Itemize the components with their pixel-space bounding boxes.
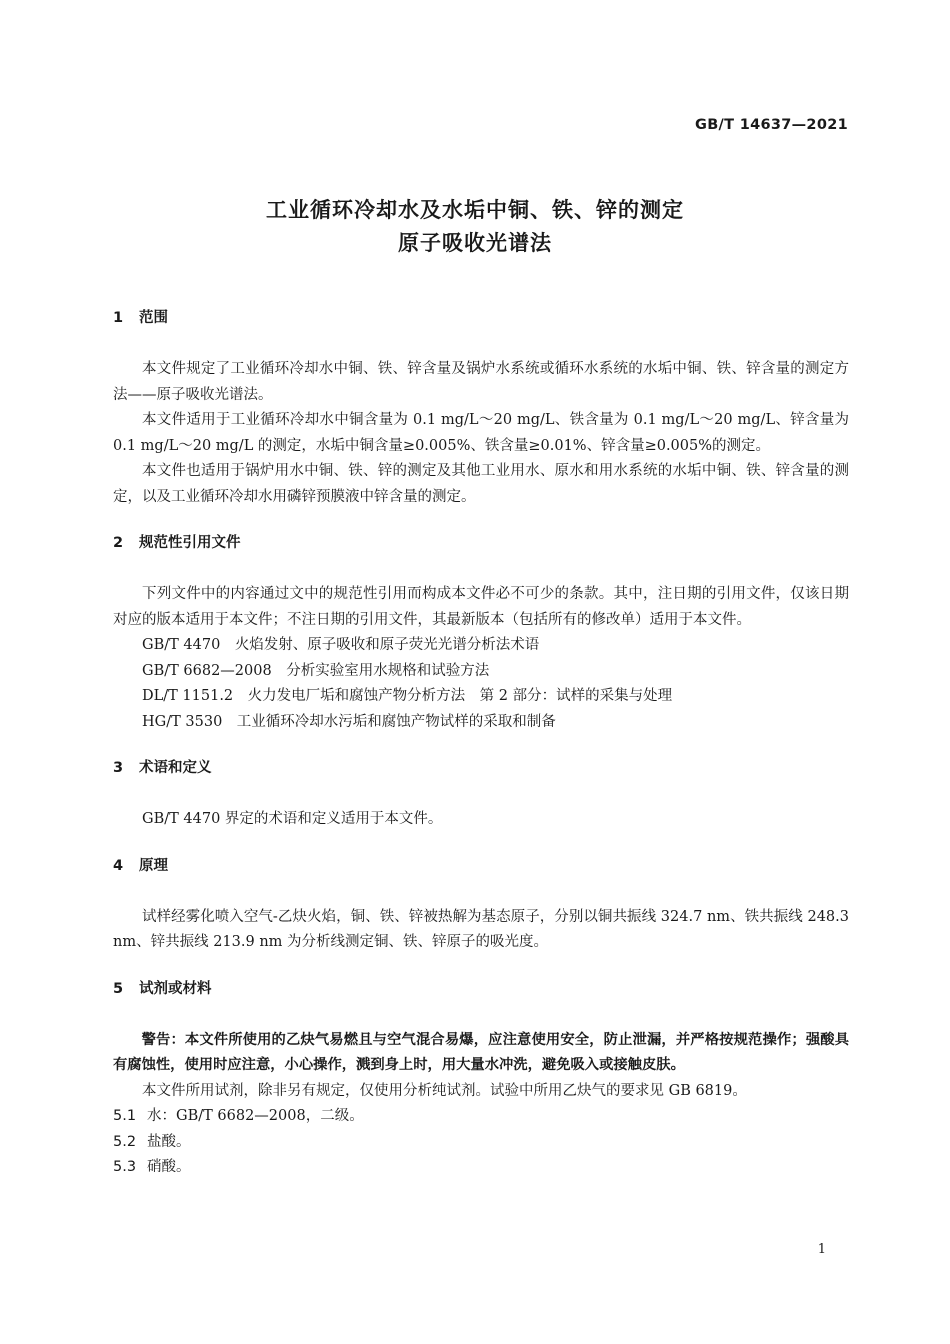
section-number: 2 bbox=[113, 535, 124, 551]
reagent-item bbox=[113, 1155, 849, 1181]
item-number: 5.1 bbox=[113, 1108, 137, 1124]
item-text: 硝酸。 bbox=[147, 1159, 191, 1175]
item-text: 盐酸。 bbox=[147, 1133, 191, 1150]
section-heading bbox=[113, 756, 849, 781]
paragraph: 本文件规定了工业循环冷却水中铜、铁、锌含量及锅炉水系统或循环水系统的水垢中铜、铁、锌含量的测定方法——原子吸收光谱法。 bbox=[113, 361, 849, 403]
section-reagents-materials bbox=[113, 977, 849, 1181]
reference-code: GB/T 6682—2008 bbox=[142, 662, 272, 679]
section-terms-definitions bbox=[113, 756, 849, 833]
reference-item bbox=[113, 684, 849, 710]
section-title: 试剂或材料 bbox=[139, 980, 212, 997]
section-number: 3 bbox=[113, 760, 124, 776]
section-title: 术语和定义 bbox=[139, 760, 212, 776]
section-heading bbox=[113, 977, 849, 1002]
reference-title: 火力发电厂垢和腐蚀产物分析方法 第 2 部分：试样的采集与处理 bbox=[247, 688, 673, 704]
item-text: 水：GB/T 6682—2008，二级。 bbox=[147, 1108, 364, 1124]
section-title: 原理 bbox=[139, 857, 168, 874]
reference-code: HG/T 3530 bbox=[142, 713, 223, 730]
item-number: 5.2 bbox=[113, 1133, 137, 1150]
section-title: 范围 bbox=[139, 310, 168, 326]
reagent-item bbox=[113, 1104, 849, 1130]
paragraph: GB/T 4470 界定的术语和定义适用于本文件。 bbox=[142, 811, 443, 827]
paragraph: 下列文件中的内容通过文中的规范性引用而构成本文件必不可少的条款。其中，注日期的引用文件，仅该日期对应的版本适用于本文件；不注日期的引用文件，其最新版本（包括所有的修改单）适用于本文件。 bbox=[113, 586, 849, 628]
section-number: 1 bbox=[113, 310, 124, 326]
paragraph: 本文件也适用于锅炉用水中铜、铁、锌的测定及其他工业用水、原水和用水系统的水垢中铜、铁、锌含量的测定，以及工业循环冷却水用磷锌预膜液中锌含量的测定。 bbox=[113, 463, 849, 505]
paragraph: 试样经雾化喷入空气-乙炔火焰，铜、铁、锌被热解为基态原子，分别以铜共振线 324.7 nm、铁共振线 248.3 nm、锌共振线 213.9 nm 为分析线测定铜、铁、锌原子的吸光度。 bbox=[113, 908, 849, 950]
reference-title: 火焰发射、原子吸收和原子荧光光谱分析法术语 bbox=[234, 637, 540, 653]
reference-item bbox=[113, 633, 849, 659]
section-heading bbox=[113, 306, 849, 331]
reference-item bbox=[113, 659, 849, 685]
title-line-2: 原子吸收光谱法 bbox=[398, 231, 552, 255]
item-number: 5.3 bbox=[113, 1159, 137, 1175]
section-heading bbox=[113, 854, 849, 879]
section-title: 规范性引用文件 bbox=[139, 535, 241, 551]
reference-title: 工业循环冷却水污垢和腐蚀产物试样的采取和制备 bbox=[236, 713, 556, 730]
safety-warning: 警告：本文件所使用的乙炔气易燃且与空气混合易爆，应注意使用安全，防止泄漏，并严格按规范操作；强酸具有腐蚀性，使用时应注意，小心操作，溅到身上时，用大量水冲洗，避免吸入或接触皮肤。 bbox=[113, 1031, 849, 1073]
section-heading bbox=[113, 531, 849, 556]
paragraph: 本文件所用试剂，除非另有规定，仅使用分析纯试剂。试验中所用乙炔气的要求见 GB 6819。 bbox=[142, 1082, 747, 1099]
paragraph: 本文件适用于工业循环冷却水中铜含量为 0.1 mg/L～20 mg/L、铁含量为 0.1 mg/L～20 mg/L、锌含量为 0.1 mg/L～20 mg/L 的测定，水垢中铜含量≥0.005%、铁含量≥0.01%、锌含量≥0.005%的测定。 bbox=[113, 412, 849, 454]
standard-code: GB/T 14637—2021 bbox=[695, 117, 848, 133]
reference-title: 分析实验室用水规格和试验方法 bbox=[286, 662, 490, 679]
section-principle bbox=[113, 854, 849, 956]
document-title bbox=[0, 194, 950, 260]
section-scope bbox=[113, 306, 849, 510]
reagent-item bbox=[113, 1130, 849, 1156]
title-line-1: 工业循环冷却水及水垢中铜、铁、锌的测定 bbox=[266, 198, 684, 222]
section-normative-references bbox=[113, 531, 849, 735]
page-number: 1 bbox=[817, 1242, 826, 1257]
section-number: 4 bbox=[113, 857, 124, 874]
reference-code: DL/T 1151.2 bbox=[142, 688, 234, 704]
reference-code: GB/T 4470 bbox=[142, 637, 221, 653]
section-number: 5 bbox=[113, 980, 124, 997]
reference-item bbox=[113, 710, 849, 736]
document-body bbox=[113, 306, 849, 1202]
